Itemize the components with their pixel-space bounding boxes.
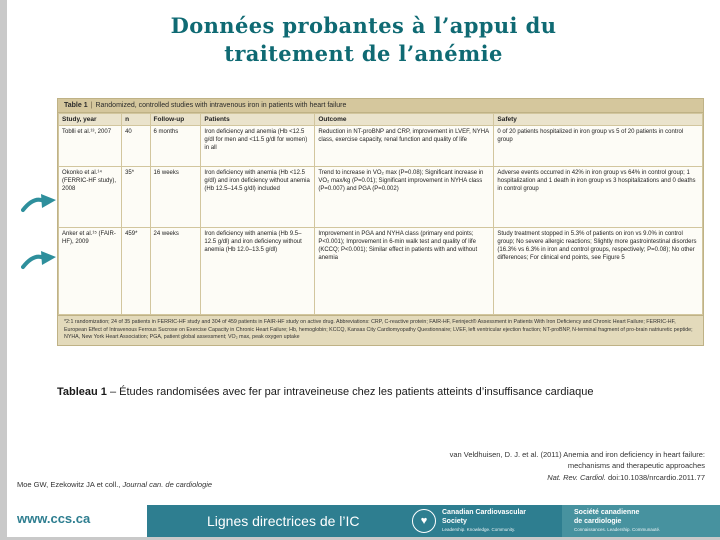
arrow-right-icon [21, 247, 59, 273]
table-caption [57, 384, 669, 401]
cell-outcome: Improvement in PGA and NYHA class (primary end points; P<0.001); Improvement in 6-min walk test and quality of life (KCCQ; P<0.001); Similar effect in patients with and without anemia [315, 228, 494, 315]
cell-safety: Study treatment stopped in 5.3% of patients on iron vs 9.0% in control group; No severe allergic reactions; Slightly more gastrointestinal disorders (16.3% vs 6.3% in iron and control groups, respectively; P=0.08); No other differences; For clinical end points, see Figure 5 [494, 228, 703, 315]
citation-doi: doi:10.1038/nrcardio.2011.77 [605, 472, 705, 482]
table-footnote: *2:1 randomization; 24 of 35 patients in FERRIC-HF study and 304 of 459 patients in FAIR-HF study on active drug. Abbreviations: CRP, C-reactive protein; FAIR-HF, Ferinject® Assessment in Patients With Iron Deficiency and Chronic Heart Failure; FERRIC-HF, European Effect of Intravenous Ferrous Sucrose on Exercise Capacity in Chronic Heart Failure; Hb, hemoglobin; KCCQ, Kansas City Cardiomyopathy Questionnaire; LVEF, left ventricular ejection fraction; NT-proBNP, N-terminal fragment of pro-brain natriuretic peptide; NYHA, New York Heart Association; PGA, patient global assessment; VO₂ max, peak oxygen uptake [58, 315, 703, 345]
ccs-logo-french [562, 505, 720, 537]
table-caption-label: Tableau 1 [57, 386, 107, 398]
table-title-text: Randomized, controlled studies with intravenous iron in patients with heart failure [95, 102, 347, 109]
column-header-safety: Safety [494, 114, 703, 126]
table-row [59, 228, 703, 315]
page-title-line2: traitement de l’anémie [224, 41, 503, 67]
cell-study: Anker et al.¹⁵ (FAIR-HF), 2009 [59, 228, 122, 315]
ccs-logo-fr-line1: Société canadienne [574, 509, 640, 517]
table-title-separator: | [90, 102, 93, 109]
citation-line2: mechanisms and therapeutic approaches [567, 461, 705, 471]
ccs-logo-en-line1: Canadian Cardiovascular [442, 509, 527, 517]
ccs-logo-fr-line2: de cardiologie [574, 517, 622, 525]
column-header-outcome: Outcome [315, 114, 494, 126]
cell-patients: Iron deficiency and anemia (Hb <12.5 g/dl for men and <11.5 g/dl for women) in all [201, 126, 315, 167]
ccs-url-link[interactable]: www.ccs.ca [17, 511, 91, 526]
table-row [59, 167, 703, 228]
cell-study: Toblli et al.¹³, 2007 [59, 126, 122, 167]
arrow-right-icon [21, 190, 59, 216]
citation-reference [450, 449, 705, 483]
ccs-logo-fr-tagline: Connaissances. Leadership. Communauté. [574, 527, 661, 533]
ccs-logo-english [412, 509, 562, 533]
cell-safety: 0 of 20 patients hospitalized in iron group vs 5 of 20 patients in control group [494, 126, 703, 167]
citation-line1: van Veldhuisen, D. J. et al. (2011) Anemia and iron deficiency in heart failure: [449, 450, 705, 459]
cell-patients: Iron deficiency with anemia (Hb 9.5–12.5 g/dl) and iron deficiency without anemia (Hb 12.0–13.5 g/dl) [201, 228, 315, 315]
table-row [59, 126, 703, 167]
page-title [7, 12, 720, 69]
source-authors: Moe GW, Ezekowitz JA et coll., [17, 480, 123, 489]
cell-study: Okonko et al.¹⁴ (FERRIC-HF study), 2008 [59, 167, 122, 228]
table-header-row [59, 114, 703, 126]
cell-patients: Iron deficiency with anemia (Hb <12.5 g/dl) and iron deficiency without anemia (Hb 12.5–14.5 g/dl) included [201, 167, 315, 228]
cell-followup: 16 weeks [150, 167, 201, 228]
study-table [57, 98, 704, 346]
column-header-n: n [122, 114, 150, 126]
cell-n: 40 [122, 126, 150, 167]
cell-outcome: Trend to increase in VO₂ max (P=0.08); Significant increase in VO₂ max/kg (P=0.01); Significant improvement in NYHA class (P=0.007) and PGA (P=0.002) [315, 167, 494, 228]
source-attribution [17, 480, 212, 489]
column-header-study: Study, year [59, 114, 122, 126]
ccs-logo-en-tagline: Leadership. Knowledge. Community. [442, 527, 516, 533]
source-journal: Journal can. de cardiologie [122, 480, 213, 489]
page-title-line1: Données probantes à l’appui du [170, 13, 557, 38]
column-header-patients: Patients [201, 114, 315, 126]
footer-banner [147, 505, 720, 537]
table-caption-text: – Études randomisées avec fer par intraveineuse chez les patients atteints d’insuffisance cardiaque [106, 386, 594, 398]
citation-line3 [450, 472, 705, 483]
ccs-logo-english-text [442, 509, 526, 532]
slide [7, 0, 720, 537]
cell-followup: 24 weeks [150, 228, 201, 315]
ccs-logo-icon: ♥ [412, 509, 436, 533]
table-title-label: Table 1 [64, 102, 88, 109]
cell-followup: 6 months [150, 126, 201, 167]
table-title [58, 99, 703, 113]
cell-outcome: Reduction in NT-proBNP and CRP, improvement in LVEF, NYHA class, exercise capacity, renal function and quality of life [315, 126, 494, 167]
ccs-logo-en-line2: Society [442, 517, 467, 525]
cell-n: 35* [122, 167, 150, 228]
footer-banner-title: Lignes directrices de l’IC [207, 513, 360, 529]
cell-n: 459* [122, 228, 150, 315]
column-header-followup: Follow-up [150, 114, 201, 126]
cell-safety: Adverse events occurred in 42% in iron group vs 64% in control group; 1 hospitalization and 1 death in iron group vs 3 hospitalizations and 0 deaths in control group [494, 167, 703, 228]
citation-journal: Nat. Rev. Cardiol. [547, 472, 606, 482]
